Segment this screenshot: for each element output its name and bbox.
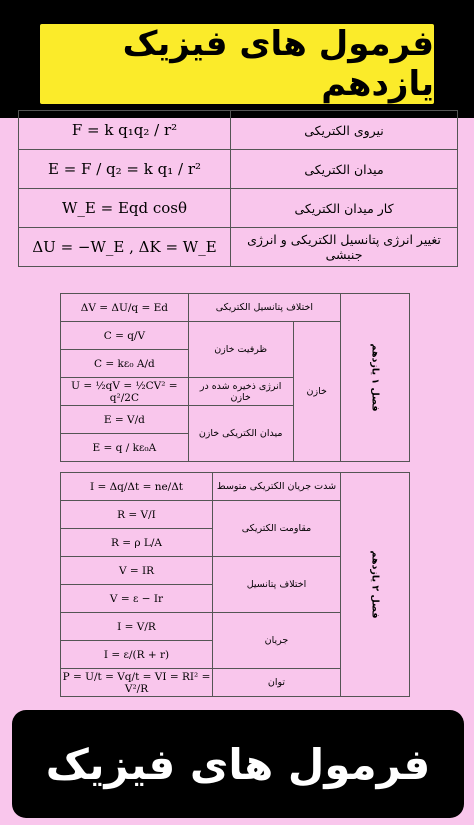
chapter1-table bbox=[60, 293, 410, 462]
formula-cell: E = F / q₂ = k q₁ / r² bbox=[19, 150, 231, 189]
table-row bbox=[19, 189, 458, 228]
chapter2-table bbox=[60, 472, 410, 697]
formula-cell: ΔU = −W_E , ΔK = W_E bbox=[19, 228, 231, 267]
label-cell: توان bbox=[213, 669, 341, 697]
chapter1-side-label: فصل ۱ یازدهم bbox=[340, 294, 409, 462]
label-cell: اختلاف پتانسیل الکتریکی bbox=[188, 294, 340, 322]
label-cell: کار میدان الکتریکی bbox=[231, 189, 458, 228]
formula-cell: I = V/R bbox=[61, 613, 213, 641]
formula-cell: W_E = Eqd cosθ bbox=[19, 189, 231, 228]
formula-cell: I = Δq/Δt = ne/Δt bbox=[61, 473, 213, 501]
footer-banner bbox=[12, 710, 464, 818]
formula-cell: E = V/d bbox=[61, 406, 189, 434]
capacitor-label: خازن bbox=[293, 322, 340, 462]
label-cell: نیروی الکتریکی bbox=[231, 111, 458, 150]
label-cell: میدان الکتریکی خازن bbox=[188, 406, 293, 462]
table-row bbox=[19, 150, 458, 189]
formula-cell: V = IR bbox=[61, 557, 213, 585]
label-cell: مقاومت الکتریکی bbox=[213, 501, 341, 557]
formula-cell: U = ½qV = ½CV² = q²/2C bbox=[61, 378, 189, 406]
label-cell: شدت جریان الکتریکی متوسط bbox=[213, 473, 341, 501]
formula-cell: C = kε₀ A/d bbox=[61, 350, 189, 378]
formula-cell: I = ε/(R + r) bbox=[61, 641, 213, 669]
label-cell: ظرفیت خازن bbox=[188, 322, 293, 378]
label-cell: انرژی ذخیره شده در خازن bbox=[188, 378, 293, 406]
table-row bbox=[19, 111, 458, 150]
label-cell: جریان bbox=[213, 613, 341, 669]
label-cell: میدان الکتریکی bbox=[231, 150, 458, 189]
formula-cell: C = q/V bbox=[61, 322, 189, 350]
footer-title: فرمول های فیزیک bbox=[45, 739, 431, 789]
formula-cell: R = ρ L/A bbox=[61, 529, 213, 557]
chapter2-side-label: فصل ۲ یازدهم bbox=[340, 473, 409, 697]
label-cell: اختلاف پتانسیل bbox=[213, 557, 341, 613]
formula-cell: V = ε − Ir bbox=[61, 585, 213, 613]
formula-cell: R = V/I bbox=[61, 501, 213, 529]
formula-cell: F = k q₁q₂ / r² bbox=[19, 111, 231, 150]
label-cell: تغییر انرژی پتانسیل الکتریکی و انرژی جنبشی bbox=[231, 228, 458, 267]
formula-cell: ΔV = ΔU/q = Ed bbox=[61, 294, 189, 322]
formula-cell: P = U/t = Vq/t = VI = RI² = V²/R bbox=[61, 669, 213, 697]
formula-cell: E = q / kε₀A bbox=[61, 434, 189, 462]
formula-table-main bbox=[18, 110, 458, 267]
page-title: فرمول های فیزیک یازدهم bbox=[40, 24, 434, 104]
table-row bbox=[19, 228, 458, 267]
